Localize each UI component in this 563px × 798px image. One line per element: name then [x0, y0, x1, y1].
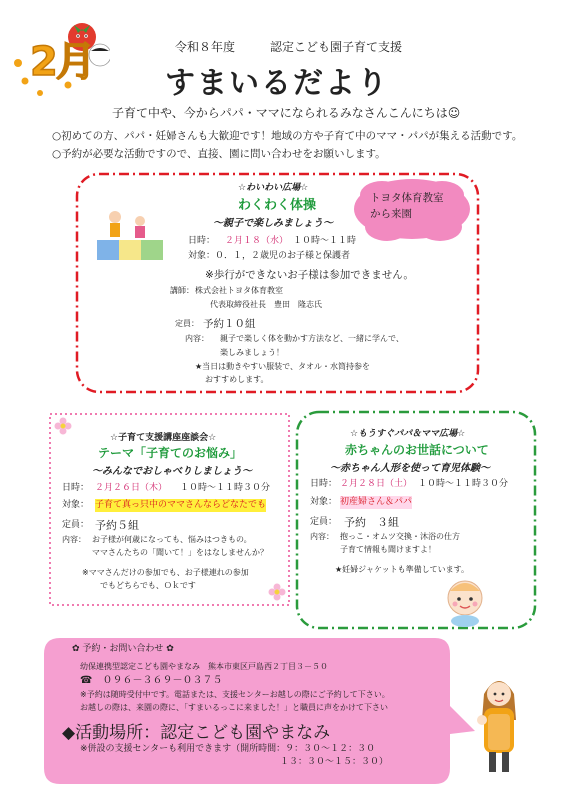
- event2-target: 子育て真っ只中のママさんならどなたでも: [95, 500, 267, 510]
- event3-target-label: 対象：: [310, 497, 338, 507]
- page-title: すまいるだより: [165, 66, 389, 101]
- event3-target: 初産婦さん＆パパ: [340, 497, 413, 507]
- intro-line-1: ○初めての方、パパ・妊婦さんも大歓迎です！地域の方や子育て中のママ・パパが集える活動です。: [52, 130, 523, 142]
- event3-capacity-label: 定員：: [310, 517, 338, 527]
- event3-note: ★妊婦ジャケットも準備しています。: [335, 565, 469, 574]
- event1-date-label: 日時：: [188, 236, 216, 246]
- contact-org: 幼保連携型認定こども園やまなみ 熊本市東区戸島西２丁目３－５０: [80, 662, 328, 671]
- flower-icon: [54, 417, 72, 435]
- event1-lecturer-2: 代表取締役社長 豊田 隆志氏: [210, 300, 322, 309]
- year-label: 令和８年度: [175, 40, 236, 54]
- event1-date: ２月１８（水）: [225, 236, 289, 246]
- event2-capacity: 予約５組: [95, 519, 139, 532]
- event1-tag: ☆わいわい広場☆: [238, 183, 309, 193]
- event1-bring-2: おすすめします。: [205, 375, 269, 384]
- event2-tag: ☆子育て支援講座座談会☆: [110, 433, 217, 443]
- event2-time: １０時～１１時３０分: [180, 483, 271, 493]
- contact-heading: ✿ 予約・お問い合わせ ✿: [72, 644, 174, 654]
- event1-time: １０時～１１時: [293, 236, 357, 246]
- month-badge: 2月: [30, 39, 94, 85]
- event3-subtitle: ～赤ちゃん人形を使って育児体験～: [330, 463, 490, 474]
- event1-capacity: 予約１０組: [203, 318, 256, 330]
- event3-content-1: 抱っこ・オムツ交換・沐浴の仕方: [340, 532, 460, 541]
- event2-target-label: 対象：: [62, 500, 90, 510]
- event1-content-1: 親子で楽しく体を動かす方法など、一緒に学んで、: [220, 334, 404, 343]
- event2-content-1: お子様が何歳になっても、悩みはつきもの。: [92, 535, 252, 544]
- event1-title: わくわく体操: [238, 198, 317, 213]
- contact-phone: ☎ ０９６－３６９－０３７５: [80, 675, 223, 686]
- flower-icon: [268, 583, 286, 601]
- event3-capacity: 予約 ３組: [344, 516, 399, 529]
- event3-content-label: 内容：: [310, 532, 334, 541]
- baby-illustration: [438, 573, 493, 628]
- event2-date: ２月２６日（木）: [95, 483, 168, 493]
- event1-lecturer-label: 講師：: [170, 286, 194, 295]
- event3-time: １０時～１１時３０分: [418, 479, 509, 489]
- org-label: 認定こども園子育て支援: [270, 40, 403, 54]
- event1-gym-illustration: [95, 205, 165, 265]
- event2-content-label: 内容：: [62, 535, 86, 544]
- event1-content-2: 楽しみましょう！: [220, 348, 284, 357]
- staff-illustration: [474, 672, 524, 777]
- event3-date: ２月２８日（土）: [340, 479, 413, 489]
- event1-note: ※歩行ができないお子様は参加できません。: [205, 269, 414, 281]
- contact-hours-2: １３：３０～１５：３０）: [280, 757, 389, 767]
- event2-note-1: ※ママさんだけの参加でも、お子様連れの参加: [82, 568, 249, 577]
- event2-subtitle: ～みんなでおしゃべりしましょう～: [92, 466, 252, 477]
- event3-title: 赤ちゃんのお世話について: [345, 443, 489, 457]
- event1-subtitle: ～親子で楽しみましょう～: [213, 218, 333, 229]
- event1-lecturer-1: 株式会社トヨタ体育教室: [195, 286, 283, 295]
- contact-note-2: お越しの際は、来園の際に、「すまいるっこに来ました！」と職員に声をかけて下さい: [80, 703, 388, 712]
- event3-date-label: 日時：: [310, 479, 338, 489]
- event3-tag: ☆もうすぐパパ＆ママ広場☆: [350, 429, 466, 439]
- event2-date-label: 日時：: [62, 483, 90, 493]
- event1-bring-1: ★当日は動きやすい服装で、タオル・水筒持参を: [195, 362, 371, 371]
- event2-note-2: でもどちらでも、Ｏｋです: [100, 581, 196, 590]
- event1-content-label: 内容：: [185, 334, 209, 343]
- intro-line-2: ○予約が必要な活動ですので、直接、園に問い合わせをお願いします。: [52, 148, 386, 160]
- greeting: 子育て中や、今からパパ・ママになられるみなさんこんにちは☺: [112, 106, 461, 120]
- contact-hours-1: ※併設の支援センターも利用できます（開所時間：９：３０～１２：３０: [80, 744, 376, 754]
- event2-content-2: ママさんたちの「聞いて！」をはなしませんか？: [92, 548, 268, 557]
- activity-place: ◆活動場所：認定こども園やまなみ: [62, 723, 331, 743]
- event3-content-2: 子育て情報も聞けますよ！: [340, 545, 436, 554]
- contact-note-1: ※予約は随時受付中です。電話または、支援センターお越しの際にご予約して下さい。: [80, 690, 390, 699]
- event1-callout: トヨタ体育教室 から来園: [370, 192, 444, 220]
- event2-title: テーマ「子育てのお悩み」: [98, 446, 243, 460]
- event1-capacity-label: 定員：: [175, 319, 199, 328]
- event2-capacity-label: 定員：: [62, 520, 90, 530]
- event1-target: 対象：０．１，２歳児のお子様と保護者: [188, 251, 351, 261]
